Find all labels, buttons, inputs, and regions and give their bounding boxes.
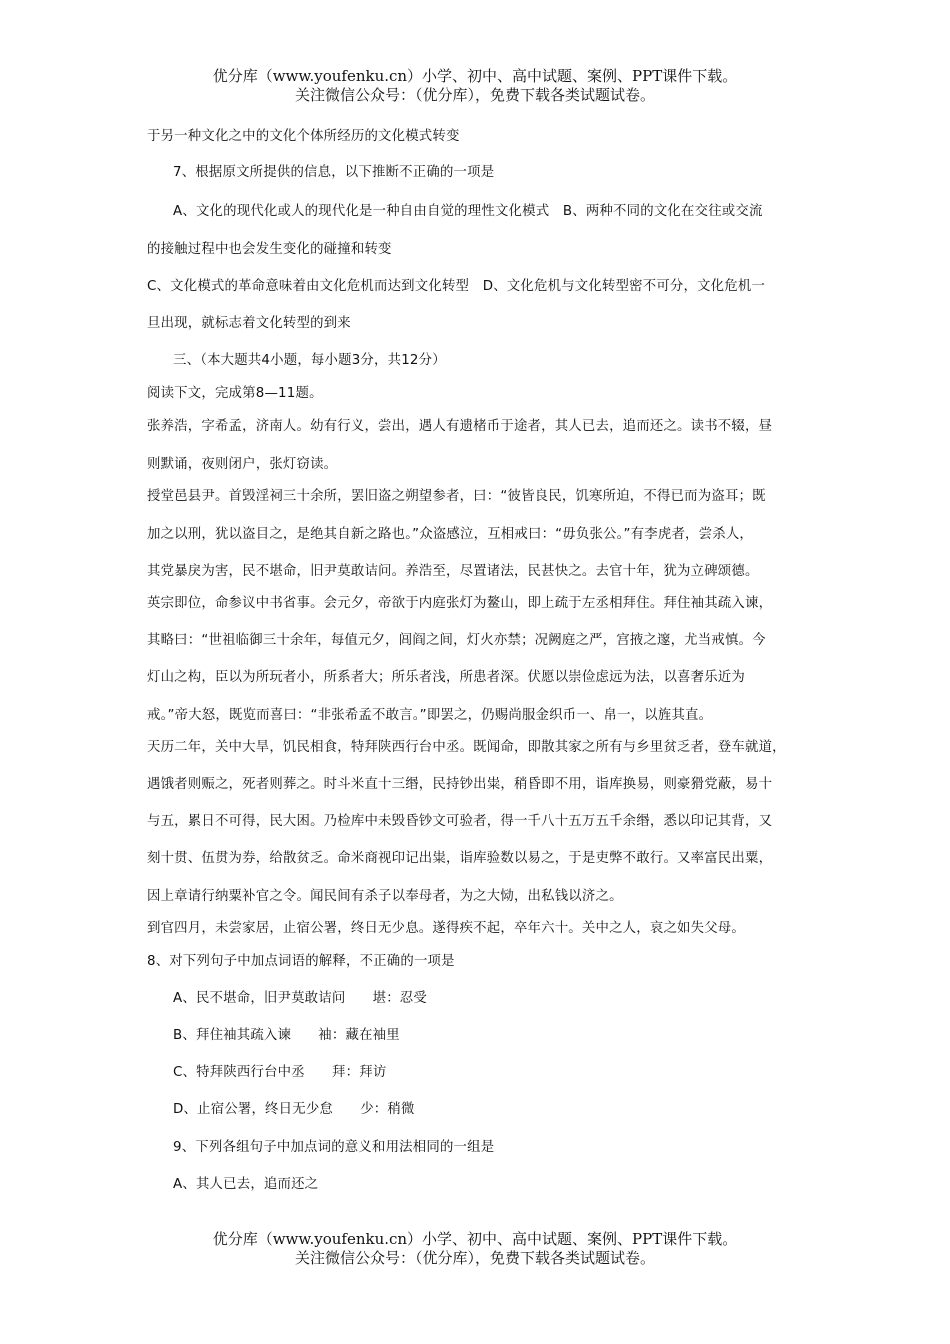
passage-line: 授堂邑县尹。首毁淫祠三十余所，罢旧盗之朔望参者，曰：“彼皆良民，饥寒所迫，不得已而为盗耳；既 bbox=[147, 489, 766, 504]
header-line-1: 优分库（www.youfenku.cn）小学、初中、高中试题、案例、PPT课件下载。 bbox=[212, 67, 738, 85]
passage-line: 与五，累日不可得，民大困。乃检库中未毁昏钞文可验者，得一千八十五万五千余缗，悉以印记其背，又 bbox=[147, 814, 773, 829]
passage-line: 刻十贯、伍贯为券，给散贫乏。命米商视印记出粜，诣库验数以易之，于是吏弊不敢行。又率富民出粟， bbox=[147, 851, 773, 866]
header-line-2: 关注微信公众号：（优分库），免费下载各类试题试卷。 bbox=[294, 86, 655, 104]
passage-line: 则默诵，夜则闭户，张灯窃读。 bbox=[147, 457, 338, 472]
footer-line-2: 关注微信公众号：（优分库），免费下载各类试题试卷。 bbox=[294, 1249, 655, 1267]
body-line: 的接触过程中也会发生变化的碰撞和转变 bbox=[147, 242, 392, 257]
passage-line: 其党暴戾为害，民不堪命，旧尹莫敢诘问。养浩至，尽置诸法，民甚快之。去官十年，犹为立碑颂德。 bbox=[147, 564, 759, 579]
q8-option-d: D、止宿公署，终日无少怠 少：稍微 bbox=[173, 1102, 415, 1117]
q7-options-ab: A、文化的现代化或人的现代化是一种自由自觉的理性文化模式 B、两种不同的文化在交往或交流 bbox=[173, 204, 763, 219]
page-footer bbox=[0, 1230, 950, 1268]
question-7: 7、根据原文所提供的信息，以下推断不正确的一项是 bbox=[173, 165, 495, 180]
passage-line: 加之以刑，犹以盗目之，是绝其自新之路也。”众盗感泣，互相戒曰：“毋负张公。”有李虎者，尝杀人， bbox=[147, 527, 753, 542]
question-8: 8、对下列句子中加点词语的解释，不正确的一项是 bbox=[147, 954, 455, 969]
body-line: 旦出现，就标志着文化转型的到来 bbox=[147, 316, 351, 331]
page-header bbox=[0, 67, 950, 105]
q8-option-c: C、特拜陕西行台中丞 拜：拜访 bbox=[173, 1065, 387, 1080]
q7-options-cd: C、文化模式的革命意味着由文化危机而达到文化转型 D、文化危机与文化转型密不可分，文化危机一 bbox=[147, 279, 766, 294]
q8-option-b: B、拜住袖其疏入谏 袖：藏在袖里 bbox=[173, 1028, 400, 1043]
q8-option-a: A、民不堪命，旧尹莫敢诘问 堪：忍受 bbox=[173, 991, 427, 1006]
passage-line: 英宗即位，命参议中书省事。会元夕，帝欲于内庭张灯为鳌山，即上疏于左丞相拜住。拜住袖其疏入谏， bbox=[147, 596, 773, 611]
passage-line: 遇饿者则赈之，死者则葬之。时斗米直十三缗，民持钞出粜，稍昏即不用，诣库换易，则豪猾党蔽，易十 bbox=[147, 777, 773, 792]
footer-line-1: 优分库（www.youfenku.cn）小学、初中、高中试题、案例、PPT课件下载。 bbox=[212, 1230, 738, 1248]
passage-line: 天历二年，关中大旱，饥民相食，特拜陕西行台中丞。既闻命，即散其家之所有与乡里贫乏者，登车就道， bbox=[147, 740, 786, 755]
passage-line: 灯山之构，臣以为所玩者小，所系者大；所乐者浅，所患者深。伏愿以崇俭虑远为法，以喜奢乐近为 bbox=[147, 670, 745, 685]
reading-instruction: 阅读下文，完成第8—11题。 bbox=[147, 386, 323, 401]
passage-line: 到官四月，未尝家居，止宿公署，终日无少息。遂得疾不起，卒年六十。关中之人，哀之如失父母。 bbox=[147, 921, 745, 936]
section-3-heading: 三、（本大题共4小题，每小题3分，共12分） bbox=[173, 353, 446, 368]
q9-option-a: A、其人已去，追而还之 bbox=[173, 1177, 319, 1192]
passage-line: 其略曰：“世祖临御三十余年，每值元夕，闾阎之间，灯火亦禁；况阙庭之严，宫掖之邃，尤当戒慎。今 bbox=[147, 633, 766, 648]
body-line: 于另一种文化之中的文化个体所经历的文化模式转变 bbox=[147, 129, 460, 144]
passage-line: 张养浩，字希孟，济南人。幼有行义，尝出，遇人有遗楮币于途者，其人已去，追而还之。读书不辍，昼 bbox=[147, 419, 773, 434]
passage-line: 戒。”帝大怒，既览而喜曰：“非张希孟不敢言。”即罢之，仍赐尚服金织币一、帛一，以旌其直。 bbox=[147, 708, 713, 723]
passage-line: 因上章请行纳粟补官之令。闻民间有杀子以奉母者，为之大恸，出私钱以济之。 bbox=[147, 889, 623, 904]
question-9: 9、下列各组句子中加点词的意义和用法相同的一组是 bbox=[173, 1140, 495, 1155]
